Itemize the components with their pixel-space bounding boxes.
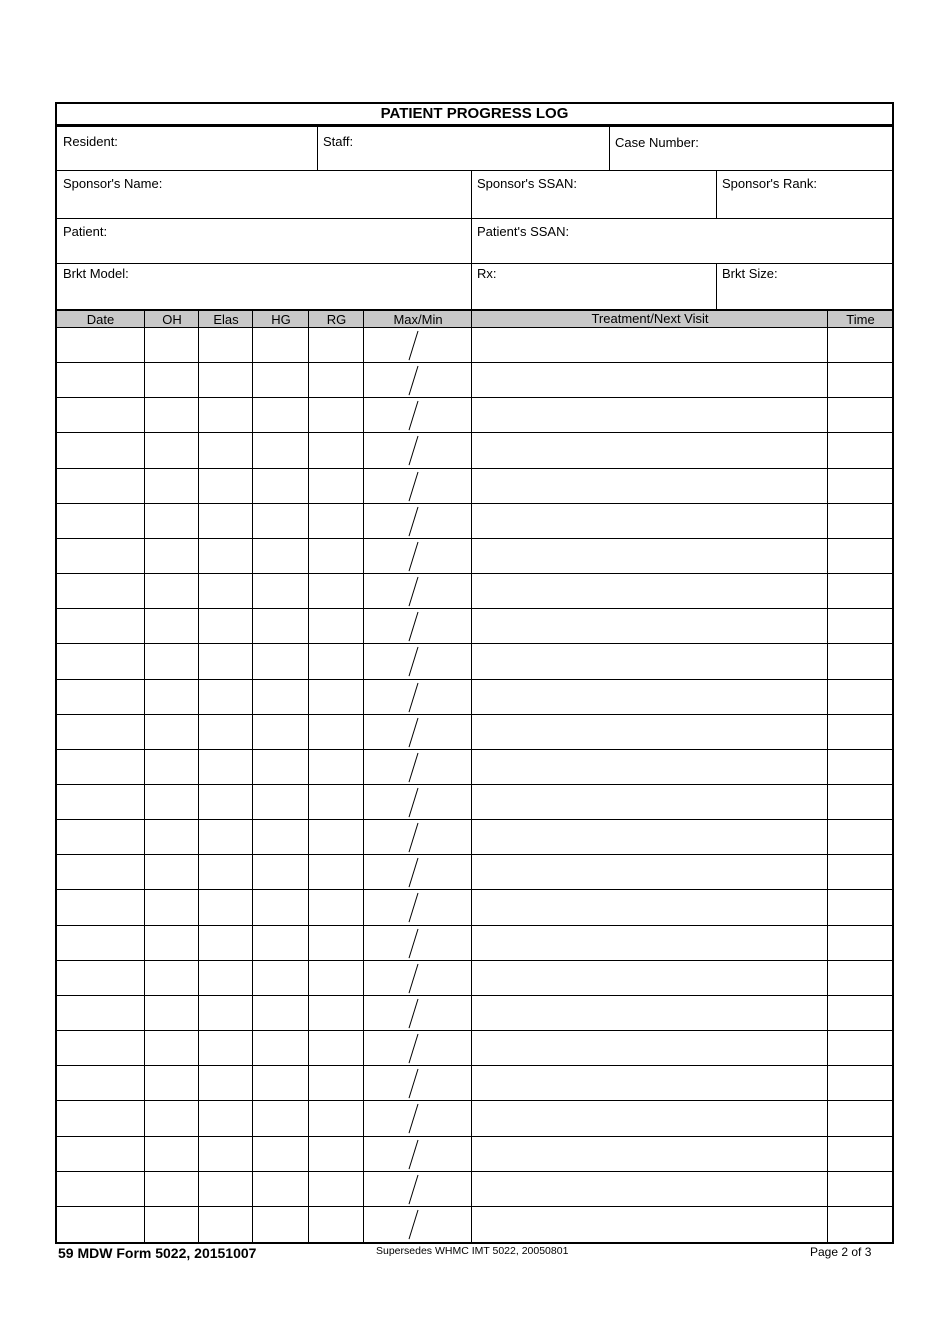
max-min-separator-icon bbox=[364, 750, 471, 784]
treatment-cell[interactable] bbox=[471, 363, 827, 397]
sponsor-rank-field[interactable] bbox=[716, 171, 892, 218]
treatment-cell[interactable] bbox=[471, 1137, 827, 1171]
rg-cell[interactable] bbox=[308, 1207, 363, 1242]
hg-cell[interactable] bbox=[252, 328, 308, 362]
treatment-cell[interactable] bbox=[471, 539, 827, 573]
max-min-cell[interactable] bbox=[363, 328, 471, 362]
table-row bbox=[57, 855, 892, 890]
max-min-separator-icon bbox=[364, 609, 471, 643]
elas-cell[interactable] bbox=[198, 680, 252, 714]
elas-cell[interactable] bbox=[198, 1031, 252, 1065]
treatment-cell[interactable] bbox=[471, 926, 827, 960]
table-row bbox=[57, 1172, 892, 1207]
time-cell[interactable] bbox=[827, 926, 892, 960]
max-min-cell[interactable] bbox=[363, 1101, 471, 1135]
max-min-cell[interactable] bbox=[363, 750, 471, 784]
max-min-separator-icon bbox=[364, 644, 471, 678]
column-header-oh: OH bbox=[144, 311, 199, 328]
time-cell[interactable] bbox=[827, 961, 892, 995]
patient-progress-log-form bbox=[55, 102, 894, 1244]
staff-label: Staff: bbox=[323, 134, 354, 149]
sponsor-rank-label: Sponsor's Rank: bbox=[722, 176, 817, 191]
max-min-separator-icon bbox=[364, 1066, 471, 1100]
rg-cell[interactable] bbox=[308, 785, 363, 819]
column-header-elas: Elas bbox=[198, 311, 253, 328]
rg-cell[interactable] bbox=[308, 1031, 363, 1065]
case-number-label: Case Number: bbox=[615, 135, 699, 150]
oh-cell[interactable] bbox=[144, 1031, 198, 1065]
table-row bbox=[57, 539, 892, 574]
treatment-cell[interactable] bbox=[471, 574, 827, 608]
max-min-cell[interactable] bbox=[363, 609, 471, 643]
table-row bbox=[57, 785, 892, 820]
date-cell[interactable] bbox=[57, 890, 144, 924]
date-cell[interactable] bbox=[57, 398, 144, 432]
elas-cell[interactable] bbox=[198, 433, 252, 467]
oh-cell[interactable] bbox=[144, 504, 198, 538]
max-min-cell[interactable] bbox=[363, 961, 471, 995]
hg-cell[interactable] bbox=[252, 1207, 308, 1242]
date-cell[interactable] bbox=[57, 1137, 144, 1171]
form-identifier: 59 MDW Form 5022, 20151007 bbox=[58, 1245, 257, 1261]
max-min-cell[interactable] bbox=[363, 1137, 471, 1171]
elas-cell[interactable] bbox=[198, 1207, 252, 1242]
log-table-header bbox=[57, 309, 892, 328]
max-min-separator-icon bbox=[364, 469, 471, 503]
table-row bbox=[57, 961, 892, 996]
treatment-cell[interactable] bbox=[471, 504, 827, 538]
rg-cell[interactable] bbox=[308, 574, 363, 608]
hg-cell[interactable] bbox=[252, 574, 308, 608]
time-cell[interactable] bbox=[827, 1172, 892, 1206]
oh-cell[interactable] bbox=[144, 890, 198, 924]
max-min-cell[interactable] bbox=[363, 504, 471, 538]
elas-cell[interactable] bbox=[198, 574, 252, 608]
rg-cell[interactable] bbox=[308, 504, 363, 538]
time-cell[interactable] bbox=[827, 785, 892, 819]
elas-cell[interactable] bbox=[198, 609, 252, 643]
rg-cell[interactable] bbox=[308, 1172, 363, 1206]
oh-cell[interactable] bbox=[144, 363, 198, 397]
oh-cell[interactable] bbox=[144, 820, 198, 854]
hg-cell[interactable] bbox=[252, 961, 308, 995]
elas-cell[interactable] bbox=[198, 1101, 252, 1135]
column-header-time: Time bbox=[827, 311, 893, 328]
treatment-cell[interactable] bbox=[471, 1031, 827, 1065]
oh-cell[interactable] bbox=[144, 680, 198, 714]
oh-cell[interactable] bbox=[144, 961, 198, 995]
max-min-separator-icon bbox=[364, 433, 471, 467]
time-cell[interactable] bbox=[827, 1101, 892, 1135]
table-row bbox=[57, 1101, 892, 1136]
elas-cell[interactable] bbox=[198, 1137, 252, 1171]
time-cell[interactable] bbox=[827, 609, 892, 643]
elas-cell[interactable] bbox=[198, 890, 252, 924]
time-cell[interactable] bbox=[827, 328, 892, 362]
date-cell[interactable] bbox=[57, 820, 144, 854]
elas-cell[interactable] bbox=[198, 996, 252, 1030]
sponsor-name-field[interactable] bbox=[57, 171, 471, 218]
oh-cell[interactable] bbox=[144, 609, 198, 643]
oh-cell[interactable] bbox=[144, 1207, 198, 1242]
hg-cell[interactable] bbox=[252, 926, 308, 960]
time-cell[interactable] bbox=[827, 820, 892, 854]
max-min-separator-icon bbox=[364, 539, 471, 573]
sponsor-name-label: Sponsor's Name: bbox=[63, 176, 163, 191]
time-cell[interactable] bbox=[827, 363, 892, 397]
rx-field[interactable] bbox=[471, 264, 716, 309]
case-number-field[interactable] bbox=[609, 127, 892, 170]
treatment-cell[interactable] bbox=[471, 328, 827, 362]
table-row bbox=[57, 469, 892, 504]
oh-cell[interactable] bbox=[144, 644, 198, 678]
oh-cell[interactable] bbox=[144, 328, 198, 362]
max-min-separator-icon bbox=[364, 363, 471, 397]
elas-cell[interactable] bbox=[198, 926, 252, 960]
date-cell[interactable] bbox=[57, 433, 144, 467]
patient-ssan-label: Patient's SSAN: bbox=[477, 224, 570, 239]
rg-cell[interactable] bbox=[308, 609, 363, 643]
max-min-cell[interactable] bbox=[363, 1207, 471, 1242]
treatment-cell[interactable] bbox=[471, 855, 827, 889]
hg-cell[interactable] bbox=[252, 996, 308, 1030]
hg-cell[interactable] bbox=[252, 363, 308, 397]
column-header-hg: HG bbox=[252, 311, 309, 328]
hg-cell[interactable] bbox=[252, 398, 308, 432]
column-header-rg: RG bbox=[308, 311, 364, 328]
max-min-cell[interactable] bbox=[363, 996, 471, 1030]
time-cell[interactable] bbox=[827, 574, 892, 608]
hg-cell[interactable] bbox=[252, 785, 308, 819]
table-row bbox=[57, 363, 892, 398]
date-cell[interactable] bbox=[57, 750, 144, 784]
elas-cell[interactable] bbox=[198, 363, 252, 397]
max-min-cell[interactable] bbox=[363, 890, 471, 924]
time-cell[interactable] bbox=[827, 644, 892, 678]
hg-cell[interactable] bbox=[252, 1172, 308, 1206]
date-cell[interactable] bbox=[57, 539, 144, 573]
rg-cell[interactable] bbox=[308, 890, 363, 924]
rg-cell[interactable] bbox=[308, 820, 363, 854]
date-cell[interactable] bbox=[57, 1172, 144, 1206]
hg-cell[interactable] bbox=[252, 855, 308, 889]
hg-cell[interactable] bbox=[252, 609, 308, 643]
treatment-cell[interactable] bbox=[471, 785, 827, 819]
rg-cell[interactable] bbox=[308, 363, 363, 397]
time-cell[interactable] bbox=[827, 1031, 892, 1065]
oh-cell[interactable] bbox=[144, 539, 198, 573]
rg-cell[interactable] bbox=[308, 469, 363, 503]
table-row bbox=[57, 820, 892, 855]
table-row bbox=[57, 926, 892, 961]
rg-cell[interactable] bbox=[308, 328, 363, 362]
treatment-cell[interactable] bbox=[471, 398, 827, 432]
max-min-separator-icon bbox=[364, 996, 471, 1030]
date-cell[interactable] bbox=[57, 680, 144, 714]
rx-label: Rx: bbox=[477, 266, 497, 281]
hg-cell[interactable] bbox=[252, 504, 308, 538]
resident-label: Resident: bbox=[63, 134, 118, 149]
max-min-separator-icon bbox=[364, 890, 471, 924]
hg-cell[interactable] bbox=[252, 1137, 308, 1171]
date-cell[interactable] bbox=[57, 996, 144, 1030]
elas-cell[interactable] bbox=[198, 644, 252, 678]
treatment-cell[interactable] bbox=[471, 1172, 827, 1206]
rg-cell[interactable] bbox=[308, 433, 363, 467]
table-row bbox=[57, 996, 892, 1031]
date-cell[interactable] bbox=[57, 328, 144, 362]
treatment-cell[interactable] bbox=[471, 433, 827, 467]
max-min-cell[interactable] bbox=[363, 715, 471, 749]
time-cell[interactable] bbox=[827, 398, 892, 432]
oh-cell[interactable] bbox=[144, 715, 198, 749]
hg-cell[interactable] bbox=[252, 715, 308, 749]
time-cell[interactable] bbox=[827, 539, 892, 573]
max-min-cell[interactable] bbox=[363, 398, 471, 432]
rg-cell[interactable] bbox=[308, 750, 363, 784]
treatment-cell[interactable] bbox=[471, 469, 827, 503]
rg-cell[interactable] bbox=[308, 398, 363, 432]
hg-cell[interactable] bbox=[252, 750, 308, 784]
table-row bbox=[57, 750, 892, 785]
treatment-cell[interactable] bbox=[471, 996, 827, 1030]
max-min-separator-icon bbox=[364, 1031, 471, 1065]
max-min-separator-icon bbox=[364, 504, 471, 538]
treatment-cell[interactable] bbox=[471, 890, 827, 924]
elas-cell[interactable] bbox=[198, 1172, 252, 1206]
time-cell[interactable] bbox=[827, 855, 892, 889]
patient-ssan-field[interactable] bbox=[471, 219, 892, 263]
max-min-separator-icon bbox=[364, 961, 471, 995]
max-min-cell[interactable] bbox=[363, 1066, 471, 1100]
max-min-separator-icon bbox=[364, 1172, 471, 1206]
table-row bbox=[57, 1066, 892, 1101]
oh-cell[interactable] bbox=[144, 926, 198, 960]
rg-cell[interactable] bbox=[308, 644, 363, 678]
date-cell[interactable] bbox=[57, 469, 144, 503]
time-cell[interactable] bbox=[827, 504, 892, 538]
rg-cell[interactable] bbox=[308, 539, 363, 573]
treatment-cell[interactable] bbox=[471, 1101, 827, 1135]
time-cell[interactable] bbox=[827, 996, 892, 1030]
oh-cell[interactable] bbox=[144, 1172, 198, 1206]
hg-cell[interactable] bbox=[252, 539, 308, 573]
rg-cell[interactable] bbox=[308, 680, 363, 714]
time-cell[interactable] bbox=[827, 890, 892, 924]
oh-cell[interactable] bbox=[144, 996, 198, 1030]
treatment-cell[interactable] bbox=[471, 1207, 827, 1242]
table-row bbox=[57, 1207, 892, 1242]
date-cell[interactable] bbox=[57, 855, 144, 889]
patient-label: Patient: bbox=[63, 224, 108, 239]
max-min-cell[interactable] bbox=[363, 855, 471, 889]
date-cell[interactable] bbox=[57, 1101, 144, 1135]
rg-cell[interactable] bbox=[308, 996, 363, 1030]
oh-cell[interactable] bbox=[144, 785, 198, 819]
max-min-separator-icon bbox=[364, 680, 471, 714]
max-min-separator-icon bbox=[364, 715, 471, 749]
max-min-separator-icon bbox=[364, 1137, 471, 1171]
column-header-treatment: Treatment/Next Visit bbox=[471, 311, 828, 328]
max-min-separator-icon bbox=[364, 328, 471, 362]
max-min-cell[interactable] bbox=[363, 644, 471, 678]
hg-cell[interactable] bbox=[252, 469, 308, 503]
treatment-cell[interactable] bbox=[471, 609, 827, 643]
staff-field[interactable] bbox=[317, 127, 609, 170]
table-row bbox=[57, 609, 892, 644]
rg-cell[interactable] bbox=[308, 1066, 363, 1100]
page-number: Page 2 of 3 bbox=[810, 1245, 872, 1259]
date-cell[interactable] bbox=[57, 609, 144, 643]
treatment-cell[interactable] bbox=[471, 961, 827, 995]
resident-field[interactable] bbox=[57, 127, 317, 170]
hg-cell[interactable] bbox=[252, 820, 308, 854]
brkt-model-field[interactable] bbox=[57, 264, 471, 309]
hg-cell[interactable] bbox=[252, 1101, 308, 1135]
hg-cell[interactable] bbox=[252, 644, 308, 678]
brkt-size-field[interactable] bbox=[716, 264, 892, 309]
max-min-separator-icon bbox=[364, 1207, 471, 1242]
date-cell[interactable] bbox=[57, 1031, 144, 1065]
table-row bbox=[57, 715, 892, 750]
brkt-model-label: Brkt Model: bbox=[63, 266, 129, 281]
oh-cell[interactable] bbox=[144, 1101, 198, 1135]
date-cell[interactable] bbox=[57, 574, 144, 608]
date-cell[interactable] bbox=[57, 1066, 144, 1100]
oh-cell[interactable] bbox=[144, 750, 198, 784]
treatment-cell[interactable] bbox=[471, 820, 827, 854]
max-min-cell[interactable] bbox=[363, 1031, 471, 1065]
table-row bbox=[57, 1031, 892, 1066]
oh-cell[interactable] bbox=[144, 574, 198, 608]
max-min-cell[interactable] bbox=[363, 926, 471, 960]
table-row bbox=[57, 504, 892, 539]
table-row bbox=[57, 644, 892, 679]
table-row bbox=[57, 1137, 892, 1172]
max-min-separator-icon bbox=[364, 574, 471, 608]
table-row bbox=[57, 680, 892, 715]
column-header-max-min: Max/Min bbox=[363, 311, 472, 328]
elas-cell[interactable] bbox=[198, 715, 252, 749]
brkt-size-label: Brkt Size: bbox=[722, 266, 778, 281]
table-row bbox=[57, 328, 892, 363]
rg-cell[interactable] bbox=[308, 855, 363, 889]
treatment-cell[interactable] bbox=[471, 680, 827, 714]
max-min-separator-icon bbox=[364, 1101, 471, 1135]
elas-cell[interactable] bbox=[198, 398, 252, 432]
treatment-cell[interactable] bbox=[471, 750, 827, 784]
rg-cell[interactable] bbox=[308, 961, 363, 995]
elas-cell[interactable] bbox=[198, 328, 252, 362]
date-cell[interactable] bbox=[57, 363, 144, 397]
time-cell[interactable] bbox=[827, 433, 892, 467]
sponsor-ssan-label: Sponsor's SSAN: bbox=[477, 176, 578, 191]
time-cell[interactable] bbox=[827, 1066, 892, 1100]
rg-cell[interactable] bbox=[308, 926, 363, 960]
treatment-cell[interactable] bbox=[471, 1066, 827, 1100]
elas-cell[interactable] bbox=[198, 820, 252, 854]
supersedes-note: Supersedes WHMC IMT 5022, 20050801 bbox=[376, 1245, 569, 1257]
date-cell[interactable] bbox=[57, 926, 144, 960]
time-cell[interactable] bbox=[827, 680, 892, 714]
max-min-cell[interactable] bbox=[363, 785, 471, 819]
table-row bbox=[57, 890, 892, 925]
hg-cell[interactable] bbox=[252, 890, 308, 924]
time-cell[interactable] bbox=[827, 1137, 892, 1171]
max-min-separator-icon bbox=[364, 820, 471, 854]
hg-cell[interactable] bbox=[252, 433, 308, 467]
time-cell[interactable] bbox=[827, 469, 892, 503]
date-cell[interactable] bbox=[57, 715, 144, 749]
oh-cell[interactable] bbox=[144, 1066, 198, 1100]
max-min-cell[interactable] bbox=[363, 680, 471, 714]
date-cell[interactable] bbox=[57, 644, 144, 678]
elas-cell[interactable] bbox=[198, 785, 252, 819]
hg-cell[interactable] bbox=[252, 1031, 308, 1065]
oh-cell[interactable] bbox=[144, 433, 198, 467]
max-min-cell[interactable] bbox=[363, 820, 471, 854]
rg-cell[interactable] bbox=[308, 715, 363, 749]
rg-cell[interactable] bbox=[308, 1137, 363, 1171]
max-min-cell[interactable] bbox=[363, 574, 471, 608]
sponsor-ssan-field[interactable] bbox=[471, 171, 716, 218]
time-cell[interactable] bbox=[827, 1207, 892, 1242]
elas-cell[interactable] bbox=[198, 1066, 252, 1100]
max-min-separator-icon bbox=[364, 398, 471, 432]
elas-cell[interactable] bbox=[198, 504, 252, 538]
max-min-cell[interactable] bbox=[363, 433, 471, 467]
elas-cell[interactable] bbox=[198, 855, 252, 889]
oh-cell[interactable] bbox=[144, 469, 198, 503]
rg-cell[interactable] bbox=[308, 1101, 363, 1135]
table-row bbox=[57, 398, 892, 433]
date-cell[interactable] bbox=[57, 785, 144, 819]
max-min-separator-icon bbox=[364, 855, 471, 889]
table-row bbox=[57, 574, 892, 609]
patient-field[interactable] bbox=[57, 219, 471, 263]
elas-cell[interactable] bbox=[198, 961, 252, 995]
oh-cell[interactable] bbox=[144, 855, 198, 889]
max-min-cell[interactable] bbox=[363, 469, 471, 503]
elas-cell[interactable] bbox=[198, 469, 252, 503]
form-title: PATIENT PROGRESS LOG bbox=[57, 104, 892, 127]
oh-cell[interactable] bbox=[144, 398, 198, 432]
max-min-cell[interactable] bbox=[363, 363, 471, 397]
max-min-separator-icon bbox=[364, 926, 471, 960]
max-min-separator-icon bbox=[364, 785, 471, 819]
table-row bbox=[57, 433, 892, 468]
treatment-cell[interactable] bbox=[471, 715, 827, 749]
hg-cell[interactable] bbox=[252, 1066, 308, 1100]
max-min-cell[interactable] bbox=[363, 1172, 471, 1206]
oh-cell[interactable] bbox=[144, 1137, 198, 1171]
date-cell[interactable] bbox=[57, 961, 144, 995]
max-min-cell[interactable] bbox=[363, 539, 471, 573]
hg-cell[interactable] bbox=[252, 680, 308, 714]
time-cell[interactable] bbox=[827, 715, 892, 749]
elas-cell[interactable] bbox=[198, 539, 252, 573]
column-header-date: Date bbox=[86, 312, 115, 327]
time-cell[interactable] bbox=[827, 750, 892, 784]
treatment-cell[interactable] bbox=[471, 644, 827, 678]
date-cell[interactable] bbox=[57, 504, 144, 538]
elas-cell[interactable] bbox=[198, 750, 252, 784]
date-cell[interactable] bbox=[57, 1207, 144, 1242]
